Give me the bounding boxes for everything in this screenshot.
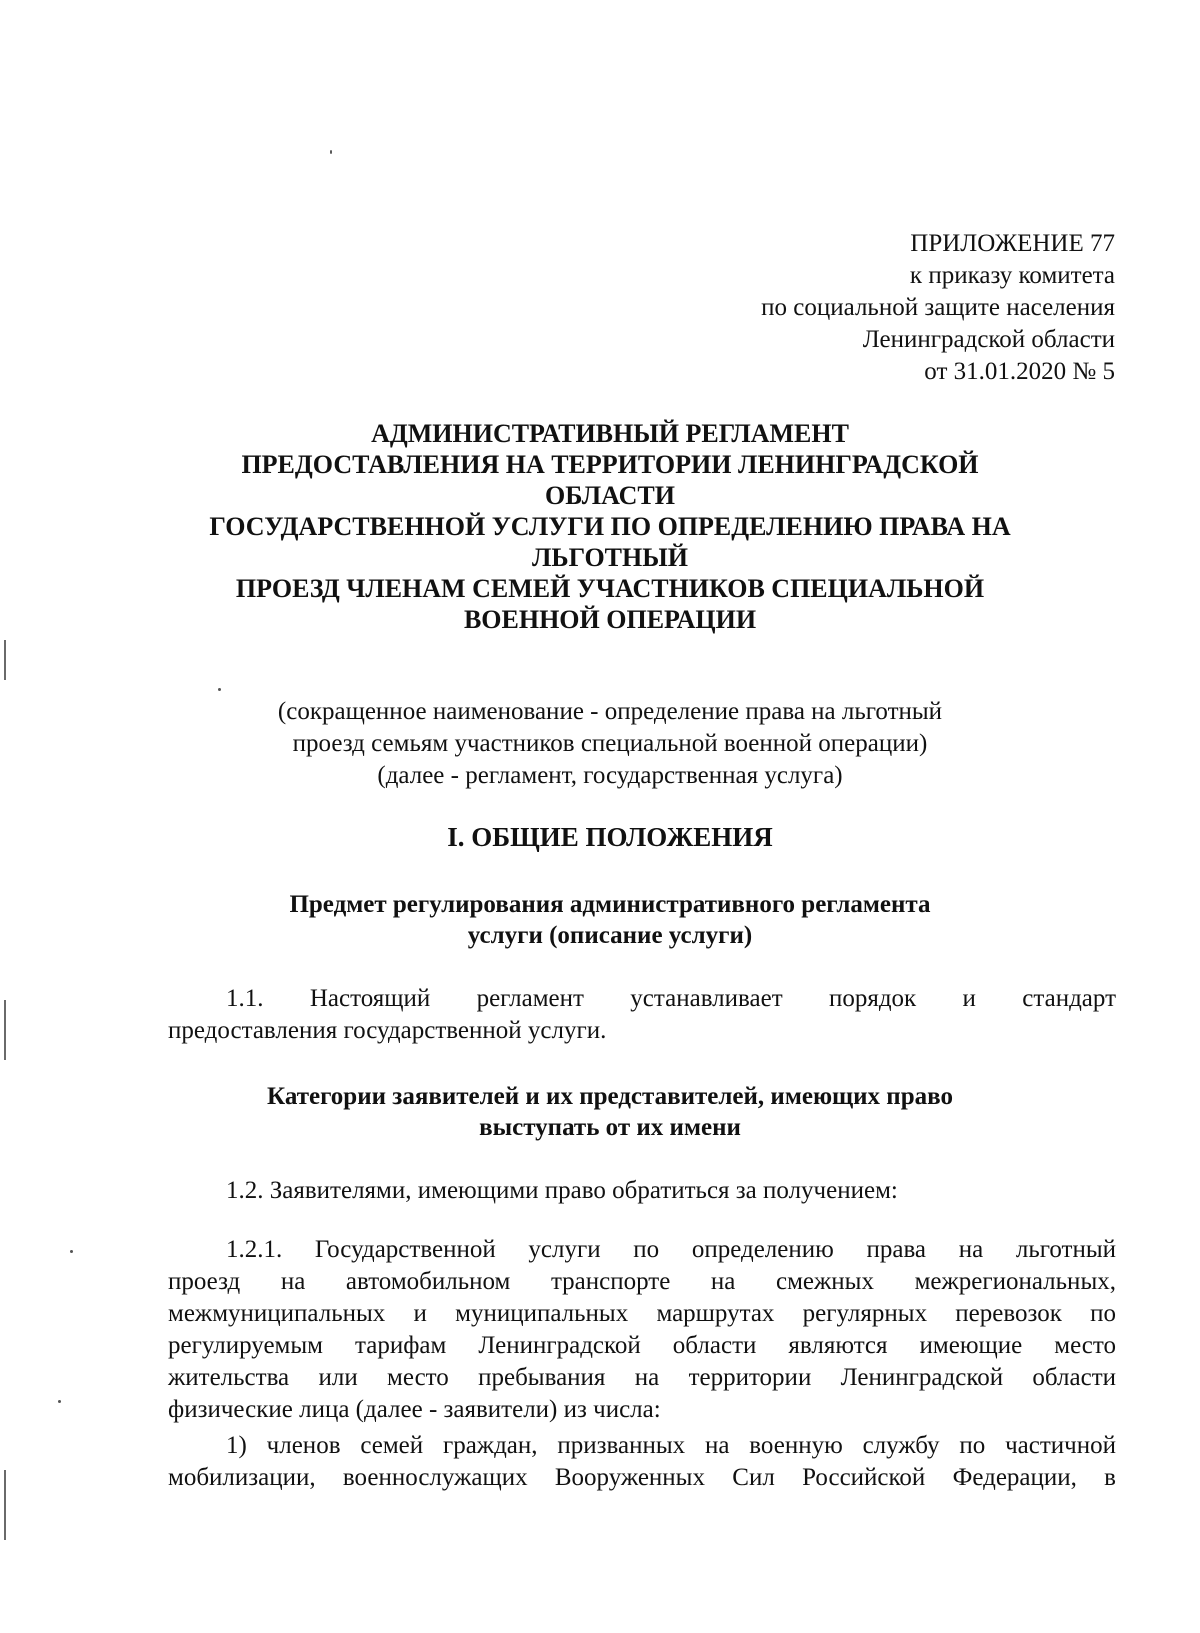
title-line: ПРОЕЗД ЧЛЕНАМ СЕМЕЙ УЧАСТНИКОВ СПЕЦИАЛЬНОЙ <box>235 574 985 603</box>
section-heading: I. ОБЩИЕ ПОЛОЖЕНИЯ <box>447 822 773 852</box>
scan-speck <box>70 1250 73 1253</box>
scan-speck <box>58 1400 61 1403</box>
scan-speck <box>218 688 221 691</box>
paragraph-line: 1.2.1. Государственной услуги по определению права на льготный <box>226 1236 1116 1263</box>
title-line: ОБЛАСТИ <box>545 481 675 510</box>
paragraph-1-2 <box>168 1175 1116 1207</box>
scan-edge-line-bottom <box>4 1470 6 1540</box>
short-name-line: (сокращенное наименование - определение права на льготный <box>277 698 943 725</box>
appendix-number: ПРИЛОЖЕНИЕ 77 <box>910 230 1115 257</box>
short-name-line: (далее - регламент, государственная услуга) <box>377 762 843 789</box>
appendix-date-number: от 31.01.2020 № 5 <box>924 358 1115 385</box>
paragraph-1-2-1 <box>168 1234 1116 1426</box>
paragraph-line: межмуниципальных и муниципальных маршрутах регулярных перевозок по <box>168 1300 1116 1327</box>
paragraph-line: предоставления государственной услуги. <box>168 1017 607 1044</box>
scan-edge-line-middle <box>4 1000 6 1060</box>
appendix-header <box>761 228 1115 388</box>
subheading-line: Предмет регулирования административного регламента <box>289 891 931 918</box>
paragraph-1-1 <box>168 983 1116 1047</box>
appendix-line: по социальной защите населения <box>761 294 1115 321</box>
paragraph-line: 1.1. Настоящий регламент устанавливает порядок и стандарт <box>226 985 1116 1012</box>
paragraph-line: физические лица (далее - заявители) из числа: <box>168 1396 661 1423</box>
appendix-line: к приказу комитета <box>909 262 1115 289</box>
title-line: АДМИНИСТРАТИВНЫЙ РЕГЛАМЕНТ <box>371 419 849 448</box>
scan-edge-line-top <box>4 640 6 680</box>
title-line: ПРЕДОСТАВЛЕНИЯ НА ТЕРРИТОРИИ ЛЕНИНГРАДСКОЙ <box>241 450 979 479</box>
categories-heading <box>160 1081 1060 1143</box>
paragraph-line: регулируемым тарифам Ленинградской области являются имеющие место <box>168 1332 1116 1359</box>
appendix-line: Ленинградской области <box>862 326 1115 353</box>
paragraph-line: 1) членов семей граждан, призванных на военную службу по частичной <box>226 1432 1116 1459</box>
list-item-1 <box>168 1430 1116 1494</box>
subheading-line: Категории заявителей и их представителей, имеющих право <box>267 1083 953 1110</box>
paragraph-line: 1.2. Заявителями, имеющими право обратиться за получением: <box>226 1177 898 1204</box>
paragraph-line: проезд на автомобильном транспорте на смежных межрегиональных, <box>168 1268 1116 1295</box>
paragraph-line: мобилизации, военнослужащих Вооруженных Сил Российской Федерации, в <box>168 1464 1116 1491</box>
subheading-line: услуги (описание услуги) <box>467 922 753 949</box>
title-line: ЛЬГОТНЫЙ <box>532 543 688 572</box>
scan-speck <box>330 150 332 154</box>
title-line: ВОЕННОЙ ОПЕРАЦИИ <box>463 605 757 634</box>
subject-heading <box>160 889 1060 951</box>
short-name-block <box>160 696 1060 792</box>
subheading-line: выступать от их имени <box>479 1114 741 1141</box>
paragraph-line: жительства или место пребывания на территории Ленинградской области <box>168 1364 1116 1391</box>
document-title <box>160 418 1060 635</box>
title-line: ГОСУДАРСТВЕННОЙ УСЛУГИ ПО ОПРЕДЕЛЕНИЮ ПРАВА НА <box>209 512 1011 541</box>
short-name-line: проезд семьям участников специальной военной операции) <box>292 730 928 757</box>
